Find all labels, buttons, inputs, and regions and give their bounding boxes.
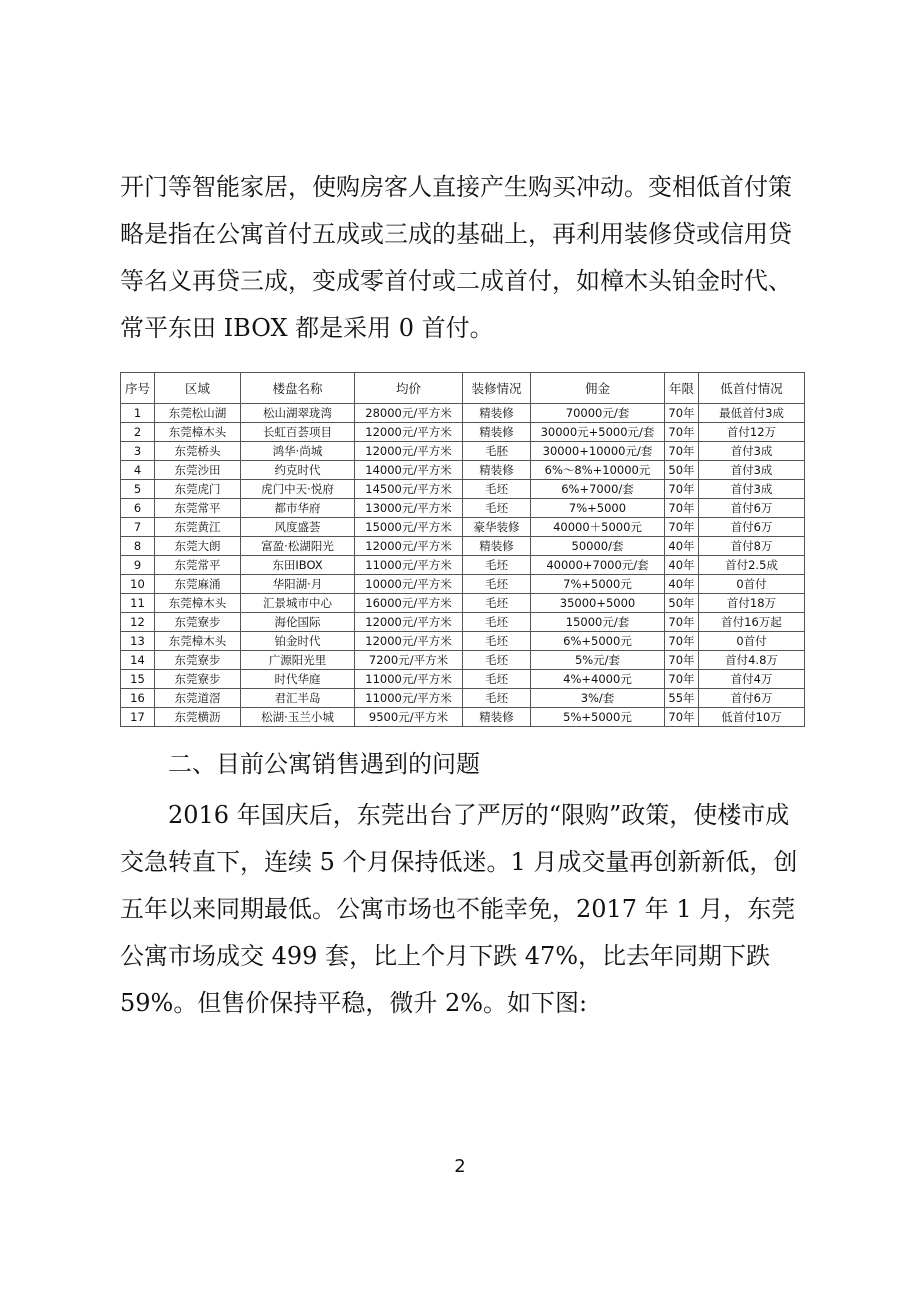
paragraph-market <box>120 792 810 1027</box>
table-cell: 9500元/平方米 <box>355 708 463 727</box>
table-row <box>121 708 805 727</box>
table-cell: 5%元/套 <box>531 651 665 670</box>
table-cell: 16000元/平方米 <box>355 594 463 613</box>
table-cell: 毛坯 <box>463 556 531 575</box>
table-cell: 首付16万起 <box>699 613 805 632</box>
header-cell: 低首付情况 <box>699 373 805 404</box>
table-row <box>121 575 805 594</box>
table-cell: 风度盛荟 <box>241 518 355 537</box>
table-cell: 首付6万 <box>699 518 805 537</box>
table-cell: 50年 <box>665 594 699 613</box>
table-row <box>121 556 805 575</box>
table-cell: 55年 <box>665 689 699 708</box>
table-cell: 首付2.5成 <box>699 556 805 575</box>
table-cell: 东莞寮步 <box>155 613 241 632</box>
apartment-table-container <box>120 372 804 727</box>
table-cell: 14500元/平方米 <box>355 480 463 499</box>
table-cell: 14 <box>121 651 155 670</box>
table-cell: 东莞松山湖 <box>155 404 241 423</box>
table-cell: 70年 <box>665 442 699 461</box>
table-cell: 毛胚 <box>463 442 531 461</box>
table-cell: 首付6万 <box>699 689 805 708</box>
table-cell: 12 <box>121 613 155 632</box>
table-cell: 3%/套 <box>531 689 665 708</box>
table-cell: 70年 <box>665 651 699 670</box>
table-row <box>121 670 805 689</box>
table-cell: 40年 <box>665 556 699 575</box>
table-cell: 铂金时代 <box>241 632 355 651</box>
table-cell: 首付4.8万 <box>699 651 805 670</box>
table-cell: 东莞麻涌 <box>155 575 241 594</box>
table-cell: 东莞樟木头 <box>155 423 241 442</box>
table-cell: 4%+4000元 <box>531 670 665 689</box>
table-cell: 28000元/平方米 <box>355 404 463 423</box>
table-cell: 富盈·松湖阳光 <box>241 537 355 556</box>
table-row <box>121 689 805 708</box>
section-heading: 二、目前公寓销售遇到的问题 <box>168 750 480 778</box>
table-row <box>121 423 805 442</box>
table-cell: 6%～8%+10000元 <box>531 461 665 480</box>
table-cell: 11000元/平方米 <box>355 689 463 708</box>
table-cell: 70年 <box>665 670 699 689</box>
table-cell: 7 <box>121 518 155 537</box>
table-cell: 70年 <box>665 613 699 632</box>
table-row <box>121 499 805 518</box>
paragraph-intro <box>120 164 810 352</box>
table-cell: 4 <box>121 461 155 480</box>
table-cell: 松湖·玉兰小城 <box>241 708 355 727</box>
header-cell: 年限 <box>665 373 699 404</box>
table-cell: 都市华府 <box>241 499 355 518</box>
table-cell: 东莞寮步 <box>155 670 241 689</box>
table-cell: 首付12万 <box>699 423 805 442</box>
table-row <box>121 594 805 613</box>
table-cell: 精装修 <box>463 461 531 480</box>
table-cell: 7200元/平方米 <box>355 651 463 670</box>
table-row <box>121 632 805 651</box>
table-cell: 7%+5000元 <box>531 575 665 594</box>
header-cell: 佣金 <box>531 373 665 404</box>
table-cell: 70年 <box>665 423 699 442</box>
table-cell: 东莞常平 <box>155 556 241 575</box>
page-number: 2 <box>454 1156 466 1177</box>
table-cell: 豪华装修 <box>463 518 531 537</box>
table-cell: 东莞桥头 <box>155 442 241 461</box>
table-body <box>121 404 805 727</box>
table-cell: 精装修 <box>463 423 531 442</box>
table-cell: 君汇半岛 <box>241 689 355 708</box>
header-cell: 序号 <box>121 373 155 404</box>
table-cell: 13000元/平方米 <box>355 499 463 518</box>
table-cell: 毛坯 <box>463 480 531 499</box>
text-line: 略是指在公寓首付五成或三成的基础上，再利用装修贷或信用贷 <box>120 220 792 248</box>
table-cell: 汇景城市中心 <box>241 594 355 613</box>
table-row <box>121 480 805 499</box>
apartment-table <box>120 372 805 727</box>
table-cell: 0首付 <box>699 632 805 651</box>
table-cell: 10 <box>121 575 155 594</box>
table-cell: 约克时代 <box>241 461 355 480</box>
table-cell: 长虹百荟项目 <box>241 423 355 442</box>
table-row <box>121 461 805 480</box>
table-cell: 毛坯 <box>463 613 531 632</box>
table-cell: 东莞黄江 <box>155 518 241 537</box>
table-cell: 40年 <box>665 575 699 594</box>
table-cell: 首付6万 <box>699 499 805 518</box>
table-cell: 40000+7000元/套 <box>531 556 665 575</box>
table-cell: 低首付10万 <box>699 708 805 727</box>
table-cell: 海伦国际 <box>241 613 355 632</box>
table-cell: 70年 <box>665 708 699 727</box>
table-cell: 40000＋5000元 <box>531 518 665 537</box>
table-cell: 首付3成 <box>699 461 805 480</box>
text-line: 等名义再贷三成，变成零首付或二成首付，如樟木头铂金时代、 <box>120 267 792 295</box>
table-cell: 毛坯 <box>463 499 531 518</box>
table-cell: 毛坯 <box>463 651 531 670</box>
table-cell: 1 <box>121 404 155 423</box>
table-cell: 16 <box>121 689 155 708</box>
table-cell: 6%+7000/套 <box>531 480 665 499</box>
table-cell: 东田IBOX <box>241 556 355 575</box>
table-cell: 东莞大朗 <box>155 537 241 556</box>
table-cell: 首付8万 <box>699 537 805 556</box>
table-cell: 70000元/套 <box>531 404 665 423</box>
table-row <box>121 404 805 423</box>
table-cell: 6 <box>121 499 155 518</box>
text-line: 59%。但售价保持平稳，微升 2%。如下图: <box>120 989 588 1017</box>
table-cell: 华阳湖·月 <box>241 575 355 594</box>
table-cell: 7%+5000 <box>531 499 665 518</box>
table-cell: 首付4万 <box>699 670 805 689</box>
table-cell: 70年 <box>665 480 699 499</box>
table-cell: 东莞横沥 <box>155 708 241 727</box>
table-cell: 35000+5000 <box>531 594 665 613</box>
table-cell: 最低首付3成 <box>699 404 805 423</box>
table-cell: 精装修 <box>463 537 531 556</box>
table-cell: 东莞虎门 <box>155 480 241 499</box>
table-cell: 10000元/平方米 <box>355 575 463 594</box>
table-cell: 毛坯 <box>463 689 531 708</box>
table-cell: 广源阳光里 <box>241 651 355 670</box>
header-cell: 楼盘名称 <box>241 373 355 404</box>
table-cell: 东莞寮步 <box>155 651 241 670</box>
table-cell: 11000元/平方米 <box>355 670 463 689</box>
table-cell: 5%+5000元 <box>531 708 665 727</box>
table-cell: 首付3成 <box>699 480 805 499</box>
table-cell: 70年 <box>665 404 699 423</box>
table-cell: 3 <box>121 442 155 461</box>
table-cell: 虎门中天·悦府 <box>241 480 355 499</box>
table-cell: 6%+5000元 <box>531 632 665 651</box>
table-cell: 70年 <box>665 499 699 518</box>
header-cell: 装修情况 <box>463 373 531 404</box>
header-cell: 均价 <box>355 373 463 404</box>
table-cell: 首付18万 <box>699 594 805 613</box>
table-cell: 东莞樟木头 <box>155 632 241 651</box>
table-cell: 70年 <box>665 632 699 651</box>
table-cell: 0首付 <box>699 575 805 594</box>
table-row <box>121 518 805 537</box>
text-line: 交急转直下，连续 5 个月保持低迷。1 月成交量再创新新低，创 <box>120 848 798 876</box>
table-cell: 15000元/平方米 <box>355 518 463 537</box>
table-cell: 鸿华·尚城 <box>241 442 355 461</box>
table-cell: 70年 <box>665 518 699 537</box>
table-cell: 2 <box>121 423 155 442</box>
table-cell: 精装修 <box>463 708 531 727</box>
table-cell: 12000元/平方米 <box>355 613 463 632</box>
text-line: 开门等智能家居，使购房客人直接产生购买冲动。变相低首付策 <box>120 173 792 201</box>
table-cell: 30000元+5000元/套 <box>531 423 665 442</box>
table-row <box>121 442 805 461</box>
table-header-row <box>121 373 805 404</box>
table-cell: 12000元/平方米 <box>355 423 463 442</box>
text-line: 常平东田 IBOX 都是采用 0 首付。 <box>120 314 494 342</box>
table-cell: 毛坯 <box>463 670 531 689</box>
table-cell: 40年 <box>665 537 699 556</box>
table-cell: 5 <box>121 480 155 499</box>
table-cell: 首付3成 <box>699 442 805 461</box>
table-cell: 11 <box>121 594 155 613</box>
table-cell: 时代华庭 <box>241 670 355 689</box>
table-cell: 13 <box>121 632 155 651</box>
table-cell: 8 <box>121 537 155 556</box>
table-cell: 50年 <box>665 461 699 480</box>
table-cell: 毛坯 <box>463 594 531 613</box>
table-cell: 17 <box>121 708 155 727</box>
table-cell: 30000+10000元/套 <box>531 442 665 461</box>
table-cell: 50000/套 <box>531 537 665 556</box>
table-cell: 松山湖翠珑湾 <box>241 404 355 423</box>
table-cell: 东莞道滘 <box>155 689 241 708</box>
table-cell: 12000元/平方米 <box>355 537 463 556</box>
table-cell: 精装修 <box>463 404 531 423</box>
table-cell: 毛坯 <box>463 575 531 594</box>
text-line: 公寓市场成交 499 套，比上个月下跌 47%，比去年同期下跌 <box>120 942 771 970</box>
table-cell: 15 <box>121 670 155 689</box>
table-cell: 东莞沙田 <box>155 461 241 480</box>
table-cell: 12000元/平方米 <box>355 442 463 461</box>
header-cell: 区域 <box>155 373 241 404</box>
table-row <box>121 537 805 556</box>
text-line: 五年以来同期最低。公寓市场也不能幸免，2017 年 1 月，东莞 <box>120 895 796 923</box>
table-cell: 东莞樟木头 <box>155 594 241 613</box>
table-row <box>121 613 805 632</box>
table-cell: 东莞常平 <box>155 499 241 518</box>
table-cell: 14000元/平方米 <box>355 461 463 480</box>
table-row <box>121 651 805 670</box>
table-cell: 12000元/平方米 <box>355 632 463 651</box>
table-cell: 毛坯 <box>463 632 531 651</box>
table-cell: 11000元/平方米 <box>355 556 463 575</box>
table-cell: 9 <box>121 556 155 575</box>
table-cell: 15000元/套 <box>531 613 665 632</box>
text-line: 2016 年国庆后，东莞出台了严厉的“限购”政策，使楼市成 <box>168 801 790 829</box>
